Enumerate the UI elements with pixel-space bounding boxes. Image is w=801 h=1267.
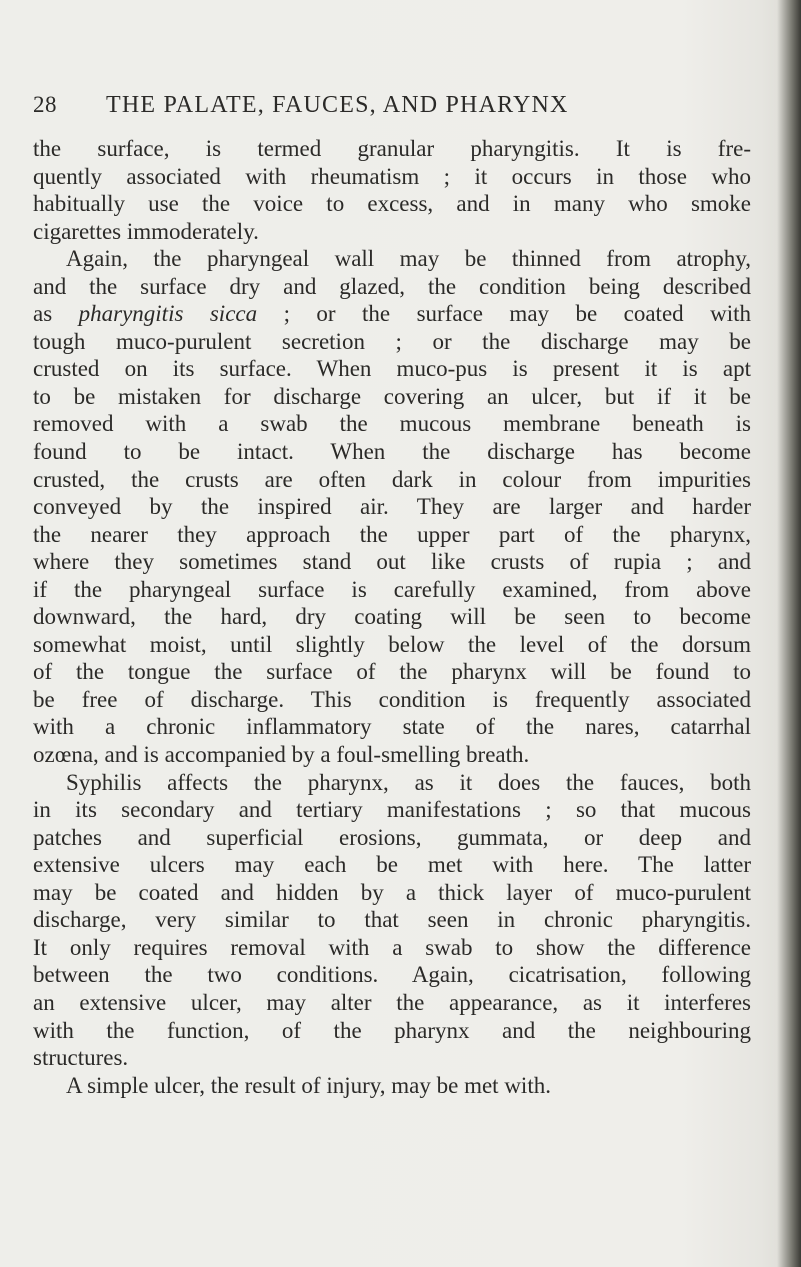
text-line: in its secondary and tertiary manifestations ; so that mucous xyxy=(33,797,751,823)
text-line: if the pharyngeal surface is carefully examined, from above xyxy=(33,576,751,602)
text-line: the nearer they approach the upper part of the pharynx, xyxy=(33,521,751,547)
text-segment: as xyxy=(33,301,79,327)
text-segment: ; or the surface may be coated with xyxy=(257,301,751,327)
text-line: somewhat moist, until slightly below the level of the dorsum xyxy=(33,631,751,657)
text-line: an extensive ulcer, may alter the appearance, as it interferes xyxy=(33,989,751,1015)
text-line: be free of discharge. This condition is frequently associated xyxy=(33,686,751,712)
paragraph-start-line: Again, the pharyngeal wall may be thinned from atrophy, xyxy=(66,246,751,272)
text-line: where they sometimes stand out like crusts of rupia ; and xyxy=(33,549,751,575)
text-line: extensive ulcers may each be met with here. The latter xyxy=(33,852,751,878)
text-line: to be mistaken for discharge covering an ulcer, but if it be xyxy=(33,383,751,409)
text-line: removed with a swab the mucous membrane beneath is xyxy=(33,411,751,437)
paragraph-start-line: A simple ulcer, the result of injury, may be met with. xyxy=(66,1072,551,1098)
text-line: ozœna, and is accompanied by a foul-smelling breath. xyxy=(33,742,530,768)
italic-term: pharyngitis sicca xyxy=(78,301,258,327)
paragraph-start-line: Syphilis affects the pharynx, as it does the fauces, both xyxy=(66,769,751,795)
text-line: crusted on its surface. When muco-pus is present it is apt xyxy=(33,356,751,382)
text-line-with-italic xyxy=(33,300,751,328)
text-line: with a chronic inflammatory state of the nares, catarrhal xyxy=(33,714,751,740)
text-line: the surface, is termed granular pharyngitis. It is fre- xyxy=(33,136,751,161)
text-line: found to be intact. When the discharge has become xyxy=(33,439,751,465)
text-line: habitually use the voice to excess, and in many who smoke xyxy=(33,191,751,217)
text-line: It only requires removal with a swab to show the difference xyxy=(33,934,751,960)
text-line: and the surface dry and glazed, the condition being described xyxy=(33,273,751,299)
text-line: quently associated with rheumatism ; it occurs in those who xyxy=(33,163,751,189)
running-title: THE PALATE, FAUCES, AND PHARYNX xyxy=(106,92,569,118)
text-line: tough muco-purulent secretion ; or the discharge may be xyxy=(33,328,751,354)
text-line: of the tongue the surface of the pharynx will be found to xyxy=(33,659,751,685)
body-text xyxy=(33,135,751,1099)
text-line: conveyed by the inspired air. They are larger and harder xyxy=(33,494,751,520)
page-header xyxy=(0,92,801,122)
page-number: 28 xyxy=(33,92,57,117)
text-line: cigarettes immoderately. xyxy=(33,218,259,244)
text-line: patches and superficial erosions, gummata, or deep and xyxy=(33,824,751,850)
text-line: may be coated and hidden by a thick layer of muco-purulent xyxy=(33,879,751,905)
text-line: with the function, of the pharynx and the neighbouring xyxy=(33,1017,751,1043)
text-line: between the two conditions. Again, cicatrisation, following xyxy=(33,962,751,988)
text-line: discharge, very similar to that seen in chronic pharyngitis. xyxy=(33,907,751,933)
text-line: downward, the hard, dry coating will be seen to become xyxy=(33,604,751,630)
page-edge-shadow xyxy=(777,0,801,1267)
text-line: structures. xyxy=(33,1045,129,1071)
text-line: crusted, the crusts are often dark in colour from impurities xyxy=(33,466,751,492)
